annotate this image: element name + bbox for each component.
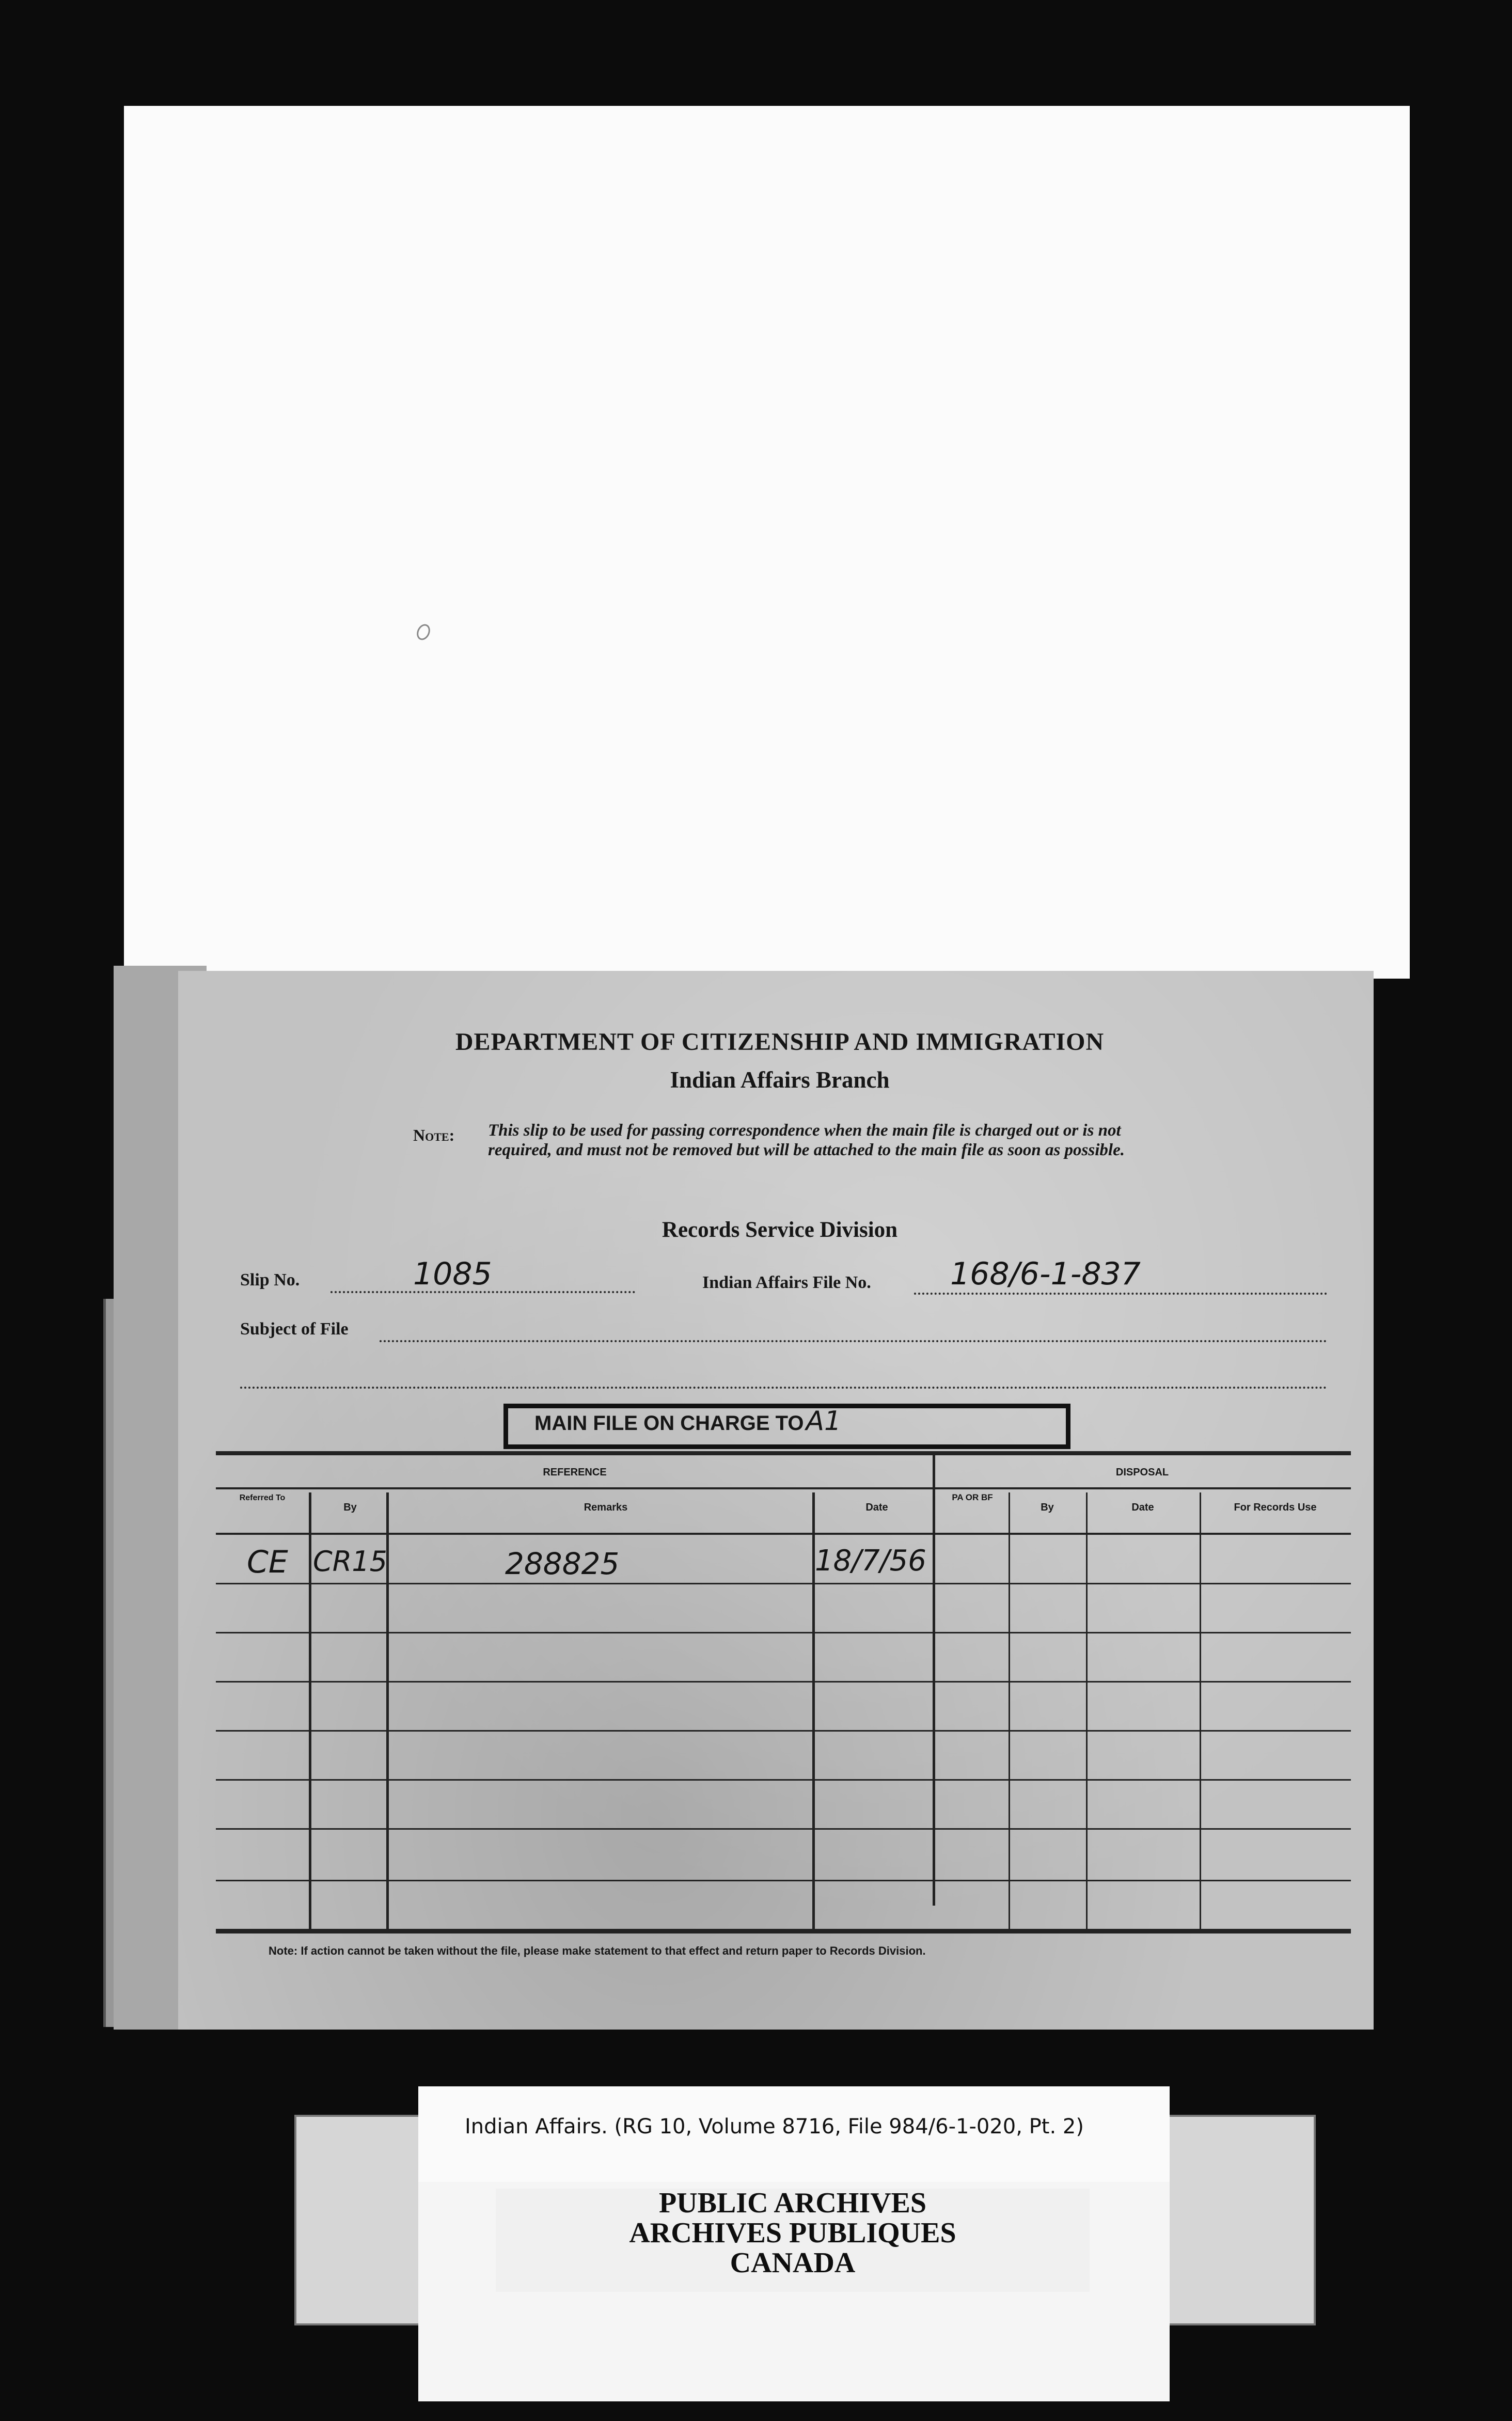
- file-no-line: [914, 1293, 1327, 1295]
- note-label: Note:: [413, 1126, 455, 1144]
- archive-line-3: CANADA: [730, 2247, 856, 2279]
- col-by: By: [343, 1502, 357, 1513]
- row1-date: 18/7/56: [815, 1544, 926, 1578]
- main-file-label: MAIN FILE ON CHARGE TOA1: [534, 1406, 842, 1437]
- col-date: Date: [865, 1502, 888, 1513]
- blank-page: [124, 106, 1410, 979]
- subject-line: [380, 1340, 1327, 1342]
- footer-note: Note: If action cannot be taken without the file, please make statement to that effect and return paper to Records Division.: [269, 1944, 926, 1957]
- archive-line-2: ARCHIVES PUBLIQUES: [629, 2217, 956, 2249]
- slip-no-label: Slip No.: [240, 1270, 300, 1290]
- subject-label: Subject of File: [240, 1319, 349, 1339]
- division-title: Records Service Division: [662, 1218, 898, 1242]
- archive-stamp: [496, 2189, 1090, 2292]
- file-no-label: Indian Affairs File No.: [702, 1273, 871, 1292]
- archive-citation: Indian Affairs. (RG 10, Volume 8716, File 984/6-1-020, Pt. 2): [465, 2115, 1084, 2139]
- note-text: This slip to be used for passing correspondence when the main file is charged out or is not required, and must not be removed but will be attached to the main file as soon as possible.: [488, 1121, 1125, 1159]
- col-referred-to: Referred To: [239, 1494, 286, 1502]
- routing-table: [216, 1451, 1351, 1937]
- col-date-2: Date: [1131, 1502, 1154, 1513]
- row1-referred-to: CE: [247, 1544, 288, 1580]
- archive-line-1: PUBLIC ARCHIVES: [658, 2187, 927, 2219]
- col-remarks: Remarks: [584, 1502, 628, 1513]
- col-by-2: By: [1041, 1502, 1054, 1513]
- department-title: DEPARTMENT OF CITIZENSHIP AND IMMIGRATION: [455, 1028, 1105, 1056]
- col-pa-or-bf: PA OR BF: [952, 1492, 993, 1502]
- col-records-use: For Records Use: [1234, 1502, 1317, 1513]
- file-no-value: 168/6-1-837: [950, 1256, 1141, 1292]
- reference-header: REFERENCE: [543, 1467, 607, 1478]
- branch-title: Indian Affairs Branch: [670, 1067, 890, 1093]
- main-file-value: A1: [806, 1406, 842, 1437]
- disposal-header: DISPOSAL: [1115, 1467, 1169, 1478]
- row1-remarks: 288825: [505, 1546, 620, 1581]
- subject-line-2: [240, 1387, 1327, 1389]
- row1-by: CR15: [313, 1545, 387, 1578]
- slip-no-value: 1085: [413, 1256, 492, 1292]
